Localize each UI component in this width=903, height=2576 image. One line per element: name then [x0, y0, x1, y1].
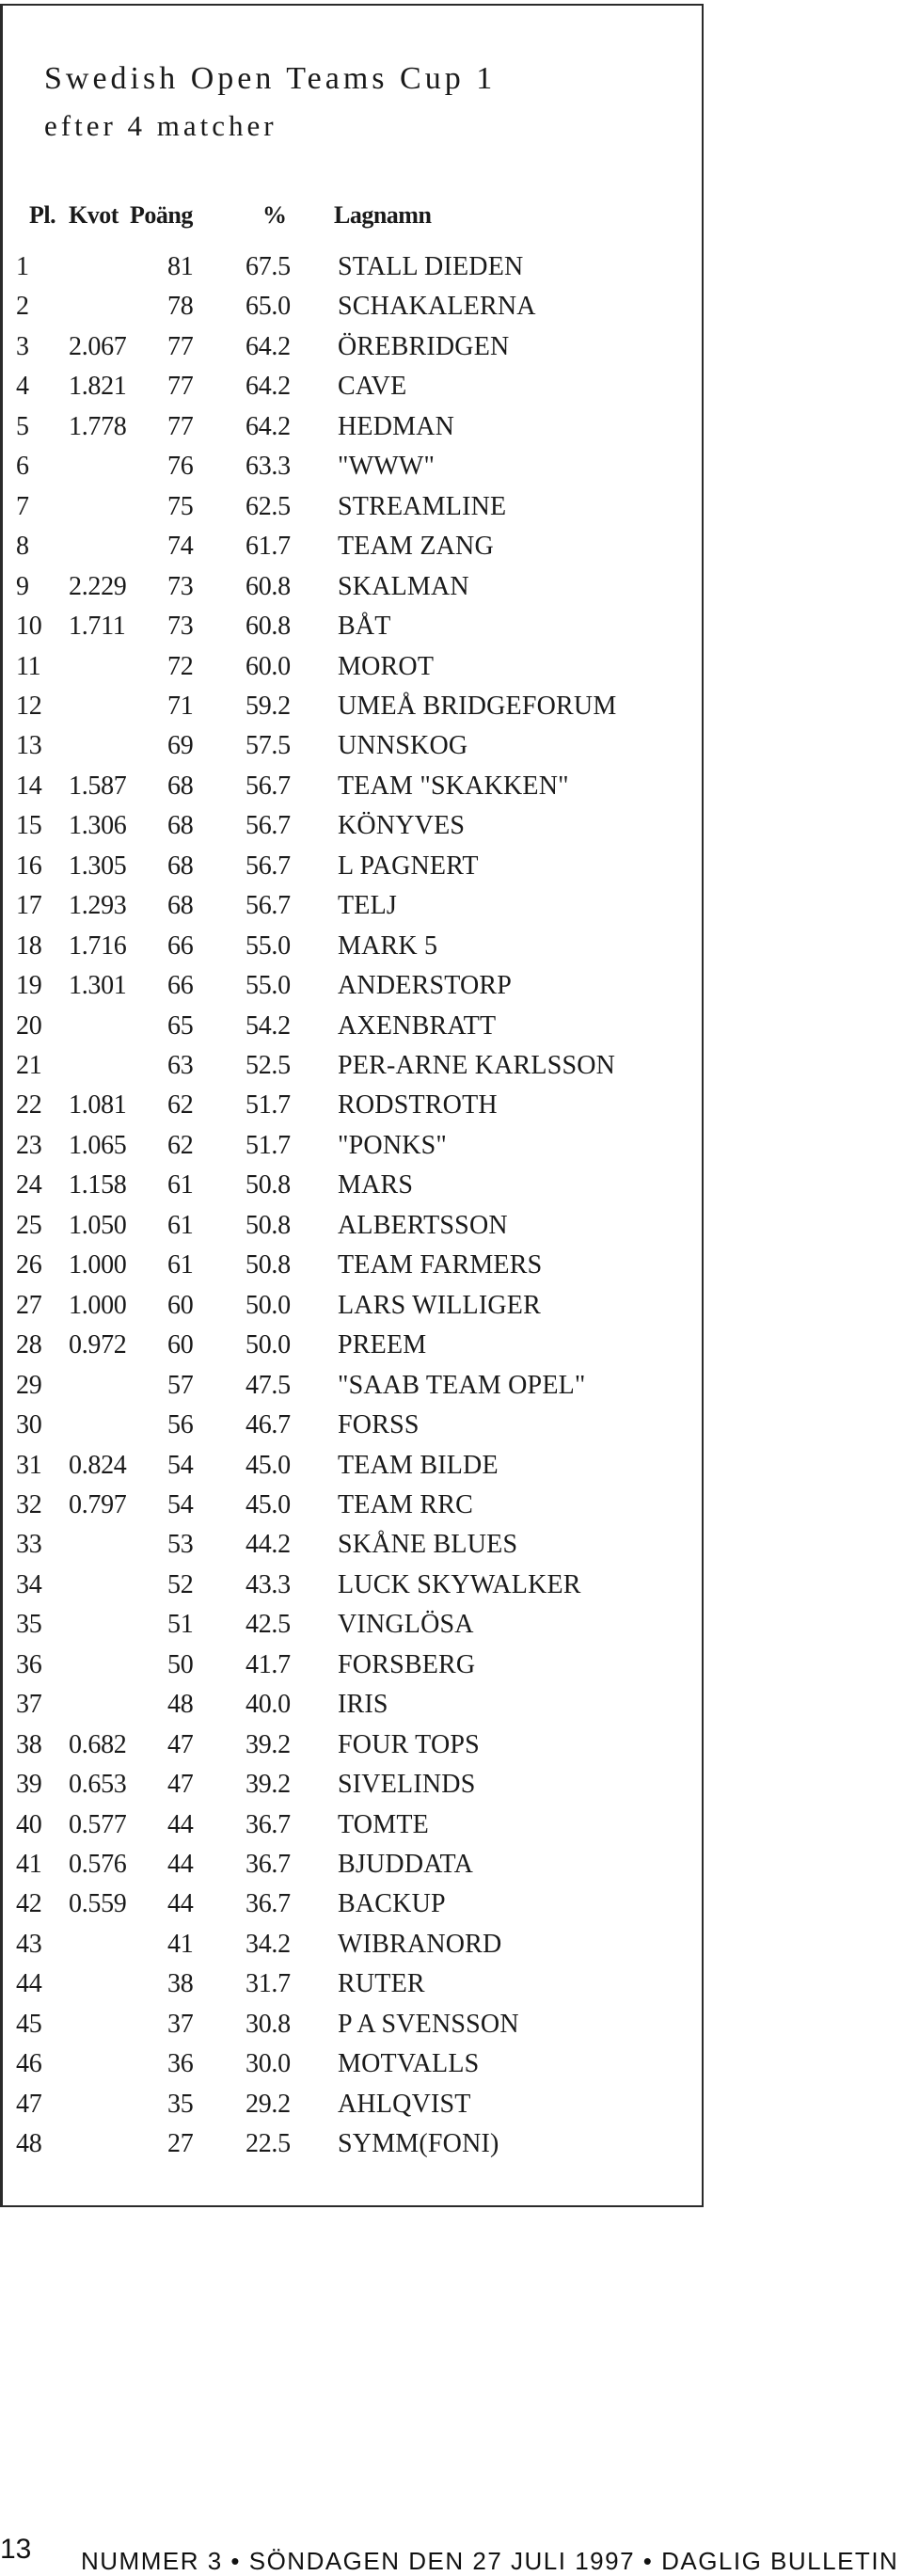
percent-cell: 31.7	[246, 1969, 291, 1999]
team-name-cell: TEAM BILDE	[338, 1450, 499, 1480]
team-name-cell: TEAM FARMERS	[338, 1250, 543, 1280]
points-cell: 71	[167, 691, 194, 721]
header-team: Lagnamn	[334, 201, 432, 229]
team-name-cell: BACKUP	[338, 1889, 446, 1919]
percent-cell: 60.0	[246, 651, 291, 681]
rank-cell: 3	[16, 331, 29, 361]
percent-cell: 62.5	[246, 491, 291, 521]
percent-cell: 61.7	[246, 532, 291, 562]
points-cell: 75	[167, 491, 194, 521]
table-row	[3, 1810, 699, 1850]
table-row	[3, 1969, 699, 2009]
table-row	[3, 1250, 699, 1290]
rank-cell: 34	[16, 1569, 42, 1599]
points-cell: 41	[167, 1929, 194, 1959]
table-row	[3, 252, 699, 292]
rank-cell: 6	[16, 452, 29, 482]
kvot-cell: 1.821	[69, 372, 127, 402]
points-cell: 73	[167, 612, 194, 642]
percent-cell: 55.0	[246, 930, 291, 961]
team-name-cell: CAVE	[338, 372, 407, 402]
points-cell: 81	[167, 252, 194, 281]
percent-cell: 56.7	[246, 811, 291, 841]
team-name-cell: ANDERSTORP	[338, 971, 513, 1001]
rank-cell: 38	[16, 1729, 42, 1759]
table-row	[3, 532, 699, 571]
rank-cell: 14	[16, 771, 42, 801]
percent-cell: 50.0	[246, 1290, 291, 1320]
rank-cell: 18	[16, 930, 42, 961]
points-cell: 38	[167, 1969, 194, 1999]
rank-cell: 24	[16, 1170, 42, 1201]
points-cell: 60	[167, 1330, 194, 1360]
points-cell: 76	[167, 452, 194, 482]
points-cell: 61	[167, 1210, 194, 1240]
percent-cell: 30.8	[246, 2009, 291, 2039]
kvot-cell: 0.653	[69, 1770, 127, 1800]
kvot-cell: 1.000	[69, 1250, 127, 1280]
points-cell: 57	[167, 1370, 194, 1400]
kvot-cell: 1.778	[69, 411, 127, 441]
table-row	[3, 412, 699, 452]
table-row	[3, 2129, 699, 2169]
points-cell: 65	[167, 1010, 194, 1041]
rank-cell: 28	[16, 1330, 42, 1360]
points-cell: 78	[167, 292, 194, 322]
team-name-cell: HEDMAN	[338, 411, 455, 441]
page-subtitle: efter 4 matcher	[44, 109, 277, 142]
team-name-cell: SYMM(FONI)	[338, 2129, 499, 2159]
team-name-cell: BÅT	[338, 612, 391, 642]
percent-cell: 67.5	[246, 252, 291, 281]
percent-cell: 36.7	[246, 1889, 291, 1919]
team-name-cell: FOUR TOPS	[338, 1729, 480, 1759]
rank-cell: 15	[16, 811, 42, 841]
kvot-cell: 0.972	[69, 1330, 127, 1360]
team-name-cell: WIBRANORD	[338, 1929, 502, 1959]
percent-cell: 60.8	[246, 571, 291, 601]
kvot-cell: 1.065	[69, 1130, 127, 1160]
table-row	[3, 811, 699, 851]
percent-cell: 44.2	[246, 1530, 291, 1560]
rank-cell: 44	[16, 1969, 42, 1999]
table-row	[3, 731, 699, 771]
table-row	[3, 1371, 699, 1410]
percent-cell: 56.7	[246, 771, 291, 801]
rank-cell: 9	[16, 571, 29, 601]
table-row	[3, 2049, 699, 2089]
rank-cell: 4	[16, 372, 29, 402]
table-row	[3, 1650, 699, 1690]
percent-cell: 54.2	[246, 1010, 291, 1041]
points-cell: 68	[167, 811, 194, 841]
team-name-cell: PREEM	[338, 1330, 427, 1360]
team-name-cell: RUTER	[338, 1969, 425, 1999]
percent-cell: 51.7	[246, 1130, 291, 1160]
rank-cell: 33	[16, 1530, 42, 1560]
kvot-cell: 1.293	[69, 891, 127, 921]
kvot-cell: 0.797	[69, 1489, 127, 1519]
percent-cell: 43.3	[246, 1569, 291, 1599]
rank-cell: 16	[16, 851, 42, 881]
points-cell: 36	[167, 2049, 194, 2079]
points-cell: 51	[167, 1610, 194, 1640]
table-row	[3, 771, 699, 811]
percent-cell: 45.0	[246, 1489, 291, 1519]
points-cell: 47	[167, 1729, 194, 1759]
table-row	[3, 1170, 699, 1210]
team-name-cell: TEAM "SKAKKEN"	[338, 771, 569, 801]
table-row	[3, 652, 699, 692]
kvot-cell: 2.229	[69, 571, 127, 601]
points-cell: 63	[167, 1051, 194, 1080]
points-cell: 50	[167, 1649, 194, 1679]
rank-cell: 36	[16, 1649, 42, 1679]
table-row	[3, 1090, 699, 1130]
team-name-cell: L PAGNERT	[338, 851, 479, 881]
table-row	[3, 372, 699, 411]
table-row	[3, 2010, 699, 2049]
team-name-cell: TEAM RRC	[338, 1489, 473, 1519]
rank-cell: 8	[16, 532, 29, 562]
points-cell: 77	[167, 331, 194, 361]
team-name-cell: SKÅNE BLUES	[338, 1530, 518, 1560]
table-row	[3, 931, 699, 971]
table-row	[3, 1889, 699, 1929]
table-row	[3, 1730, 699, 1770]
kvot-cell: 1.000	[69, 1290, 127, 1320]
team-name-cell: SCHAKALERNA	[338, 292, 536, 322]
percent-cell: 59.2	[246, 691, 291, 721]
rank-cell: 12	[16, 691, 42, 721]
kvot-cell: 1.081	[69, 1090, 127, 1121]
rank-cell: 39	[16, 1770, 42, 1800]
points-cell: 48	[167, 1690, 194, 1720]
team-name-cell: ÖREBRIDGEN	[338, 331, 510, 361]
team-name-cell: TEAM ZANG	[338, 532, 494, 562]
table-row	[3, 332, 699, 372]
points-cell: 69	[167, 731, 194, 761]
points-cell: 54	[167, 1450, 194, 1480]
team-name-cell: LARS WILLIGER	[338, 1290, 541, 1320]
table-row	[3, 1451, 699, 1490]
percent-cell: 29.2	[246, 2089, 291, 2119]
kvot-cell: 0.577	[69, 1809, 127, 1839]
percent-cell: 60.8	[246, 612, 291, 642]
team-name-cell: AXENBRATT	[338, 1010, 497, 1041]
points-cell: 61	[167, 1250, 194, 1280]
page-title: Swedish Open Teams Cup 1	[44, 61, 497, 96]
table-row	[3, 1850, 699, 1889]
team-name-cell: STREAMLINE	[338, 491, 507, 521]
points-cell: 62	[167, 1090, 194, 1121]
page-number: 13	[0, 2534, 32, 2565]
percent-cell: 47.5	[246, 1370, 291, 1400]
percent-cell: 50.8	[246, 1170, 291, 1201]
percent-cell: 64.2	[246, 411, 291, 441]
rank-cell: 31	[16, 1450, 42, 1480]
table-row	[3, 492, 699, 532]
team-name-cell: BJUDDATA	[338, 1850, 474, 1879]
percent-cell: 55.0	[246, 971, 291, 1001]
percent-cell: 56.7	[246, 891, 291, 921]
team-name-cell: IRIS	[338, 1690, 388, 1720]
points-cell: 60	[167, 1290, 194, 1320]
rank-cell: 21	[16, 1051, 42, 1080]
table-row	[3, 452, 699, 491]
percent-cell: 56.7	[246, 851, 291, 881]
rank-cell: 43	[16, 1929, 42, 1959]
points-cell: 27	[167, 2129, 194, 2159]
points-cell: 62	[167, 1130, 194, 1160]
rank-cell: 23	[16, 1130, 42, 1160]
rank-cell: 1	[16, 252, 29, 281]
team-name-cell: TOMTE	[338, 1809, 429, 1839]
rank-cell: 26	[16, 1250, 42, 1280]
percent-cell: 39.2	[246, 1729, 291, 1759]
team-name-cell: P A SVENSSON	[338, 2009, 519, 2039]
points-cell: 53	[167, 1530, 194, 1560]
percent-cell: 50.8	[246, 1210, 291, 1240]
team-name-cell: FORSBERG	[338, 1649, 476, 1679]
kvot-cell: 1.050	[69, 1210, 127, 1240]
points-cell: 54	[167, 1489, 194, 1519]
table-row	[3, 1490, 699, 1530]
team-name-cell: SKALMAN	[338, 571, 469, 601]
rank-cell: 47	[16, 2089, 42, 2119]
header-pl: Pl.	[29, 201, 56, 229]
team-name-cell: LUCK SKYWALKER	[338, 1569, 581, 1599]
table-row	[3, 572, 699, 612]
table-row	[3, 1291, 699, 1330]
team-name-cell: "PONKS"	[338, 1130, 448, 1160]
rank-cell: 42	[16, 1889, 42, 1919]
points-cell: 37	[167, 2009, 194, 2039]
team-name-cell: UNNSKOG	[338, 731, 468, 761]
rank-cell: 7	[16, 491, 29, 521]
kvot-cell: 1.716	[69, 930, 127, 961]
team-name-cell: "WWW"	[338, 452, 436, 482]
table-row	[3, 1131, 699, 1170]
team-name-cell: KÖNYVES	[338, 811, 466, 841]
kvot-cell: 0.824	[69, 1450, 127, 1480]
team-name-cell: AHLQVIST	[338, 2089, 471, 2119]
kvot-cell: 1.587	[69, 771, 127, 801]
percent-cell: 52.5	[246, 1051, 291, 1080]
points-cell: 44	[167, 1889, 194, 1919]
points-cell: 44	[167, 1809, 194, 1839]
rank-cell: 13	[16, 731, 42, 761]
percent-cell: 22.5	[246, 2129, 291, 2159]
team-name-cell: MARS	[338, 1170, 414, 1201]
points-cell: 56	[167, 1410, 194, 1440]
team-name-cell: PER-ARNE KARLSSON	[338, 1051, 616, 1080]
points-cell: 77	[167, 372, 194, 402]
table-row	[3, 1770, 699, 1809]
table-row	[3, 1930, 699, 1969]
table-row	[3, 971, 699, 1010]
percent-cell: 45.0	[246, 1450, 291, 1480]
team-name-cell: ALBERTSSON	[338, 1210, 508, 1240]
percent-cell: 41.7	[246, 1649, 291, 1679]
percent-cell: 57.5	[246, 731, 291, 761]
points-cell: 68	[167, 891, 194, 921]
results-box	[0, 4, 704, 2207]
table-row	[3, 851, 699, 891]
kvot-cell: 0.559	[69, 1889, 127, 1919]
table-row	[3, 292, 699, 331]
rank-cell: 46	[16, 2049, 42, 2079]
kvot-cell: 1.306	[69, 811, 127, 841]
percent-cell: 36.7	[246, 1809, 291, 1839]
team-name-cell: UMEÅ BRIDGEFORUM	[338, 691, 617, 721]
rank-cell: 17	[16, 891, 42, 921]
table-row	[3, 1011, 699, 1051]
rank-cell: 19	[16, 971, 42, 1001]
percent-cell: 50.8	[246, 1250, 291, 1280]
percent-cell: 46.7	[246, 1410, 291, 1440]
table-row	[3, 891, 699, 930]
team-name-cell: "SAAB TEAM OPEL"	[338, 1370, 586, 1400]
table-row	[3, 1211, 699, 1250]
team-name-cell: STALL DIEDEN	[338, 252, 524, 281]
points-cell: 47	[167, 1770, 194, 1800]
rank-cell: 35	[16, 1610, 42, 1640]
rank-cell: 41	[16, 1850, 42, 1879]
percent-cell: 64.2	[246, 331, 291, 361]
header-percent: %	[262, 201, 287, 229]
kvot-cell: 2.067	[69, 331, 127, 361]
points-cell: 66	[167, 930, 194, 961]
rank-cell: 5	[16, 411, 29, 441]
percent-cell: 30.0	[246, 2049, 291, 2079]
rank-cell: 32	[16, 1489, 42, 1519]
rank-cell: 30	[16, 1410, 42, 1440]
points-cell: 35	[167, 2089, 194, 2119]
percent-cell: 64.2	[246, 372, 291, 402]
percent-cell: 50.0	[246, 1330, 291, 1360]
percent-cell: 51.7	[246, 1090, 291, 1121]
rank-cell: 10	[16, 612, 42, 642]
rank-cell: 11	[16, 651, 41, 681]
table-row	[3, 2090, 699, 2129]
table-row	[3, 1570, 699, 1610]
kvot-cell: 1.301	[69, 971, 127, 1001]
percent-cell: 39.2	[246, 1770, 291, 1800]
rank-cell: 22	[16, 1090, 42, 1121]
kvot-cell: 0.576	[69, 1850, 127, 1879]
points-cell: 72	[167, 651, 194, 681]
rank-cell: 27	[16, 1290, 42, 1320]
percent-cell: 36.7	[246, 1850, 291, 1879]
percent-cell: 63.3	[246, 452, 291, 482]
points-cell: 68	[167, 771, 194, 801]
page-footer	[0, 2526, 903, 2575]
team-name-cell: VINGLÖSA	[338, 1610, 474, 1640]
table-row	[3, 1330, 699, 1370]
team-name-cell: MOTVALLS	[338, 2049, 480, 2079]
table-row	[3, 1610, 699, 1649]
percent-cell: 42.5	[246, 1610, 291, 1640]
points-cell: 74	[167, 532, 194, 562]
points-cell: 66	[167, 971, 194, 1001]
points-cell: 68	[167, 851, 194, 881]
team-name-cell: TELJ	[338, 891, 398, 921]
table-row	[3, 1530, 699, 1569]
rank-cell: 20	[16, 1010, 42, 1041]
table-row	[3, 612, 699, 651]
table-row	[3, 1051, 699, 1090]
team-name-cell: FORSS	[338, 1410, 420, 1440]
kvot-cell: 1.158	[69, 1170, 127, 1201]
rank-cell: 45	[16, 2009, 42, 2039]
points-cell: 52	[167, 1569, 194, 1599]
kvot-cell: 0.682	[69, 1729, 127, 1759]
percent-cell: 34.2	[246, 1929, 291, 1959]
table-row	[3, 1410, 699, 1450]
rank-cell: 37	[16, 1690, 42, 1720]
kvot-cell: 1.711	[69, 612, 126, 642]
header-poang: Poäng	[130, 201, 193, 229]
points-cell: 44	[167, 1850, 194, 1879]
team-name-cell: MOROT	[338, 651, 435, 681]
rank-cell: 25	[16, 1210, 42, 1240]
table-row	[3, 1690, 699, 1729]
team-name-cell: MARK 5	[338, 930, 438, 961]
rank-cell: 29	[16, 1370, 42, 1400]
rank-cell: 2	[16, 292, 29, 322]
rank-cell: 40	[16, 1809, 42, 1839]
points-cell: 77	[167, 411, 194, 441]
points-cell: 73	[167, 571, 194, 601]
footer-text: NUMMER 3 • SÖNDAGEN DEN 27 JULI 1997 • DAGLIG BULLETIN	[81, 2547, 899, 2575]
points-cell: 61	[167, 1170, 194, 1201]
header-kvot: Kvot	[69, 201, 119, 229]
table-row	[3, 692, 699, 731]
team-name-cell: RODSTROTH	[338, 1090, 498, 1121]
kvot-cell: 1.305	[69, 851, 127, 881]
percent-cell: 40.0	[246, 1690, 291, 1720]
percent-cell: 65.0	[246, 292, 291, 322]
team-name-cell: SIVELINDS	[338, 1770, 476, 1800]
rank-cell: 48	[16, 2129, 42, 2159]
